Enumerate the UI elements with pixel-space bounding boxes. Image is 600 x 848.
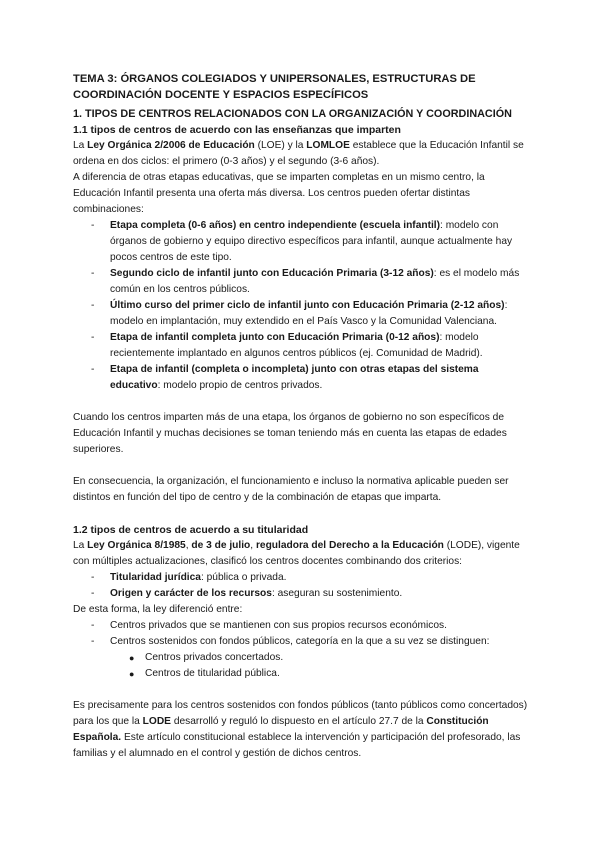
combinations-list [73,218,528,394]
paragraph-lode: La Ley Orgánica 8/1985, de 3 de julio, reguladora del Derecho a la Educación (LODE), vigente con múltiples actualizaciones, clasificó los centros docentes combinando dos criterios: [73,540,520,567]
list-item: - Segundo ciclo de infantil junto con Educación Primaria (3-12 años): es el modelo más común en los centros públicos. [73,266,528,298]
public-funded-sublist [73,650,528,682]
paragraph-consequence: En consecuencia, la organización, el funcionamiento e incluso la normativa aplicable pueden ser distintos en función del tipo de centro y de la combinación de etapas que imparta. [73,476,509,503]
paragraph-distinction: De esta forma, la ley diferenció entre: [73,604,243,615]
paragraph-diversity: A diferencia de otras etapas educativas, que se imparten completas en un mismo centro, la Educación Infantil presenta una oferta más diversa. Los centros pueden ofertar distintas combinaciones: [73,172,485,215]
list-item: - Etapa completa (0-6 años) en centro independiente (escuela infantil): modelo con órganos de gobierno y equipo directivo específicos para infantil, aunque actualmente hay pocos centros de este tipo. [73,218,528,266]
list-item: - Centros sostenidos con fondos públicos, categoría en la que a su vez se distinguen: [73,634,528,650]
document-body [73,71,528,762]
subsection-heading-1-2: 1.2 tipos de centros de acuerdo a su titularidad [73,524,309,536]
list-item: - Último curso del primer ciclo de infantil junto con Educación Primaria (2-12 años): modelo en implantación, muy extendido en el País Vasco y la Comunidad Valenciana. [73,298,528,330]
list-item: - Titularidad jurídica: pública o privada. [73,570,528,586]
paragraph-constitution: Es precisamente para los centros sostenidos con fondos públicos (tanto públicos como concertados) para los que la LODE desarrolló y reguló lo dispuesto en el artículo 27.7 de la Constitución Española. Este artículo constitucional establece la intervención y participación del profesorado, las familias y el alumnado en el control y gestión de dichos centros. [73,700,528,759]
list-item: ● Centros de titularidad pública. [110,666,528,682]
criteria-list [73,570,528,602]
list-item: - Etapa de infantil (completa o incompleta) junto con otras etapas del sistema educativo: modelo propio de centros privados. [73,362,528,394]
center-kinds-list [73,618,528,650]
subsection-heading-1-1: 1.1 tipos de centros de acuerdo con las enseñanzas que imparten [73,124,401,136]
paragraph-governance: Cuando los centros imparten más de una etapa, los órganos de gobierno no son específicos de Educación Infantil y muchas decisiones se toman teniendo más en cuenta las etapas de edades superiores. [73,412,507,455]
section-heading: 1. TIPOS DE CENTROS RELACIONADOS CON LA ORGANIZACIÓN Y COORDINACIÓN [73,108,512,120]
page-title: TEMA 3: ÓRGANOS COLEGIADOS Y UNIPERSONALES, ESTRUCTURAS DE COORDINACIÓN DOCENTE Y ESPACIOS ESPECÍFICOS [73,73,476,101]
paragraph-loe: La Ley Orgánica 2/2006 de Educación (LOE) y la LOMLOE establece que la Educación Infantil se ordena en dos ciclos: el primero (0-3 años) y el segundo (3-6 años). [73,140,524,167]
list-item: - Origen y carácter de los recursos: aseguran su sostenimiento. [73,586,528,602]
list-item: ● Centros privados concertados. [110,650,528,666]
list-item: - Centros privados que se mantienen con sus propios recursos económicos. [73,618,528,634]
list-item: - Etapa de infantil completa junto con Educación Primaria (0-12 años): modelo recientemente implantado en algunos centros públicos (ej. Comunidad de Madrid). [73,330,528,362]
